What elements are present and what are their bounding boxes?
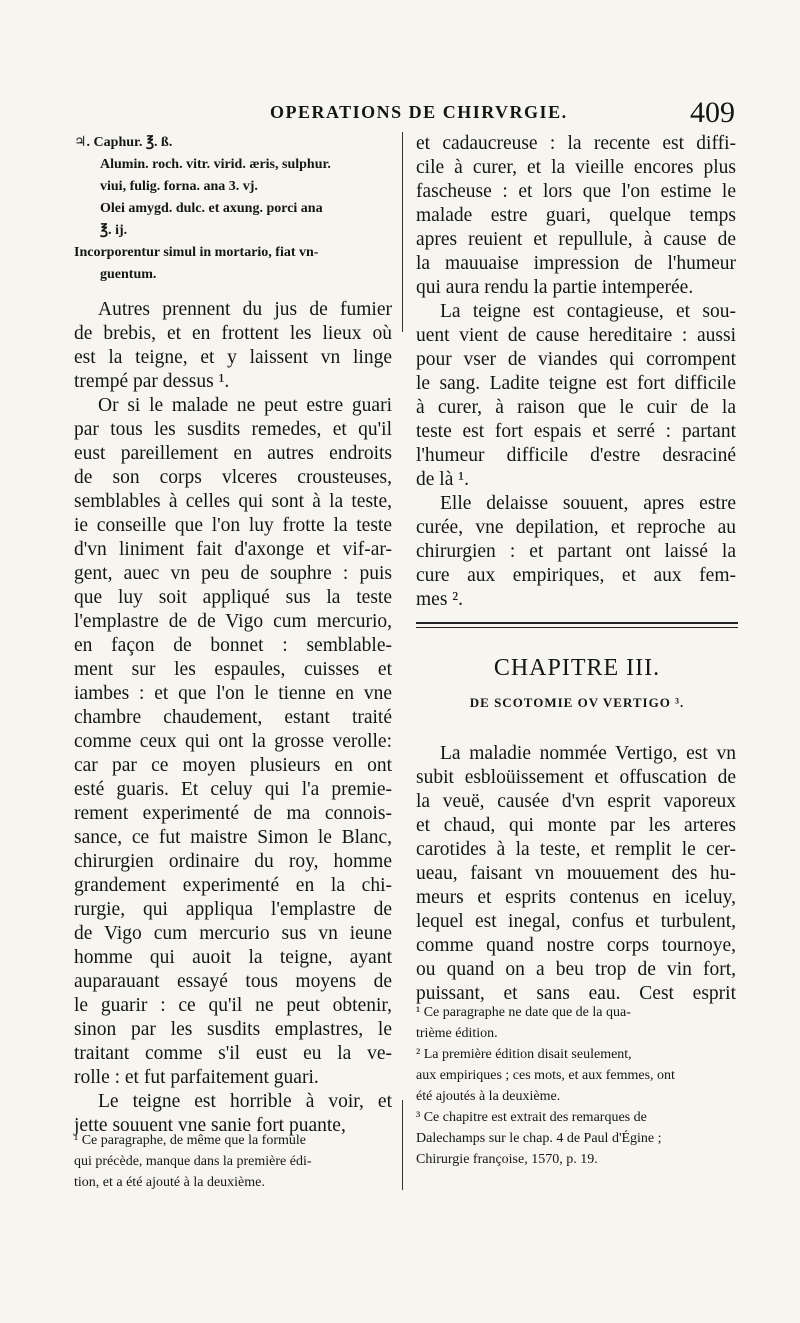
page-header (0, 96, 800, 136)
recipe-block (74, 132, 392, 286)
footnote-line: ¹ Ce paragraphe, de même que la formule (74, 1133, 306, 1148)
column-divider-footnotes (402, 1100, 403, 1190)
recipe-line: ℥. ij. (100, 223, 128, 238)
text-line: de son corps vlceres crousteuses, (74, 467, 392, 488)
footnote-line: ¹ Ce paragraphe ne date que de la qua- (416, 1005, 631, 1020)
text-line: que luy soit appliqué sus la teste (74, 587, 392, 608)
text-line: le guarir : ce qu'il ne peut obtenir, (74, 995, 392, 1016)
text-line: jette souuent vne sanie fort puante, (74, 1115, 346, 1136)
text-line: mes ². (416, 589, 464, 610)
text-line: est la teigne, et y laissent vn linge (74, 347, 392, 368)
footnote-line: Dalechamps sur le chap. 4 de Paul d'Égine ; (416, 1131, 662, 1146)
text-line: grandement experimenté en la chi- (74, 875, 392, 896)
text-line: rurgie, qui appliqua l'emplastre de (74, 899, 392, 920)
text-line: eust pareillement en autres endroits (74, 443, 392, 464)
recipe-line: guentum. (100, 267, 157, 282)
chapter-rule-top (416, 622, 738, 624)
text-line: l'humeur difficile d'estre desraciné (416, 445, 736, 466)
footnote-line: ² La première édition disait seulement, (416, 1047, 632, 1062)
left-column (74, 132, 392, 1138)
recipe-line: Alumin. roch. vitr. virid. æris, sulphur. (100, 157, 331, 172)
footnote-line: trième édition. (416, 1026, 498, 1041)
text-line: fascheuse : et lors que l'on estime le (416, 181, 736, 202)
text-line: comme ceux qui ont la grosse verolle: (74, 731, 392, 752)
text-line: sinon par les susdits emplastres, le (74, 1019, 392, 1040)
chapter-title: CHAPITRE III. (493, 655, 661, 681)
text-line: carotides à la teste, et remplit le cer- (416, 839, 736, 860)
text-line: Elle delaisse souuent, apres estre (440, 493, 736, 514)
text-line: Autres prennent du jus de fumier (98, 299, 392, 320)
text-line: l'emplastre de de Vigo cum mercurio, (74, 611, 392, 632)
footnote-line: Chirurgie françoise, 1570, p. 19. (416, 1152, 598, 1167)
chapter-body-text (416, 742, 736, 1006)
text-line: subit esbloüissement et offuscation de (416, 767, 736, 788)
text-line: qui aura rendu la partie intemperée. (416, 277, 694, 298)
right-footnotes (416, 1002, 736, 1170)
text-line: uent vient de cause hereditaire : aussi (416, 325, 736, 346)
text-line: lequel est inegal, confus et turbulent, (416, 911, 736, 932)
page-number: 409 (690, 96, 735, 129)
running-head: OPERATIONS DE CHIRVRGIE. (270, 102, 568, 122)
text-line: ie conseille que l'on luy frotte la teste (74, 515, 392, 536)
text-line: meurs et esprits contenus en iceluy, (416, 887, 736, 908)
chapter-subtitle: DE SCOTOMIE OV VERTIGO ³. (469, 695, 685, 710)
text-line: cure aux empiriques, et aux fem- (416, 565, 736, 586)
recipe-line: ♃. Caphur. ℥. ß. (74, 135, 173, 150)
chapter-rule-top-thin (416, 627, 738, 628)
text-line: ou quand on a beu trop de vin fort, (416, 959, 736, 980)
text-line: traitant comme s'il eust eu la ve- (74, 1043, 392, 1064)
text-line: malade estre guari, quelque temps (416, 205, 736, 226)
text-line: La maladie nommée Vertigo, est vn (440, 743, 736, 764)
left-footnotes (74, 1130, 392, 1193)
text-line: chirurgien ordinaire du roy, homme (74, 851, 392, 872)
text-line: esté guaris. Et celuy qui l'a premie- (74, 779, 392, 800)
footnote-line: aux empiriques ; ces mots, et aux femmes, ont (416, 1068, 675, 1083)
text-line: cile à curer, et la vieille encores plus (416, 157, 736, 178)
text-line: La teigne est contagieuse, et sou- (440, 301, 736, 322)
text-line: la mauuaise impression de l'humeur (416, 253, 736, 274)
right-column (416, 132, 736, 612)
text-line: car par ce moyen plusieurs en ont (74, 755, 392, 776)
text-line: teste est fort espais et serré : partant (416, 421, 736, 442)
text-line: comme quand nostre corps tournoye, (416, 935, 736, 956)
text-line: et cadaucreuse : la recente est diffi- (416, 133, 736, 154)
text-line: pour vser de viandes qui corrompent (416, 349, 736, 370)
text-line: et chaud, qui monte par les arteres (416, 815, 736, 836)
text-line: sance, ce fut maistre Simon le Blanc, (74, 827, 392, 848)
text-line: Le teigne est horrible à voir, et (98, 1091, 392, 1112)
text-line: curée, vne depilation, et reproche au (416, 517, 736, 538)
text-line: de là ¹. (416, 469, 469, 490)
recipe-line: viui, fulig. forna. ana 3. vj. (100, 179, 258, 194)
text-line: gent, auec vn peu de souphre : puis (74, 563, 392, 584)
recipe-line: Olei amygd. dulc. et axung. porci ana (100, 201, 323, 216)
column-divider (402, 132, 403, 332)
text-line: de brebis, et en frottent les lieux où (74, 323, 392, 344)
text-line: puissant, et sans eau. Cest esprit (416, 983, 736, 1004)
right-body-text (416, 132, 736, 612)
text-line: rement experimenté de ma connois- (74, 803, 392, 824)
text-line: ueau, faisant vn mouuement des hu- (416, 863, 736, 884)
recipe-line: Incorporentur simul in mortario, fiat vn- (74, 245, 319, 260)
text-line: apres reuient et repullule, à cause de (416, 229, 736, 250)
text-line: le sang. Ladite teigne est fort difficile (416, 373, 736, 394)
footnote-line: été ajoutés à la deuxième. (416, 1089, 561, 1104)
text-line: à curer, à raison que le cuir de la (416, 397, 736, 418)
text-line: homme qui auoit la teigne, ayant (74, 947, 392, 968)
text-line: trempé par dessus ¹. (74, 371, 230, 392)
text-line: ment sur les espaules, cuisses et (74, 659, 392, 680)
footnote-line: qui précède, manque dans la première édi- (74, 1154, 312, 1169)
text-line: par tous les susdits remedes, et qu'il (74, 419, 392, 440)
text-line: iambes : et que l'on le tienne en vne (74, 683, 392, 704)
text-line: la veuë, causée d'vn esprit vaporeux (416, 791, 736, 812)
footnote-line: tion, et a été ajouté à la deuxième. (74, 1175, 265, 1190)
text-line: chirurgien : et partant ont laissé la (416, 541, 736, 562)
chapter-body (416, 742, 736, 1006)
text-line: d'vn liniment fait d'axonge et vif-ar- (74, 539, 392, 560)
left-body-text (74, 298, 392, 1138)
footnote-line: ³ Ce chapitre est extrait des remarques de (416, 1110, 647, 1125)
text-line: de Vigo cum mercurio sus vn ieune (74, 923, 392, 944)
text-line: en façon de bonnet : semblable- (74, 635, 392, 656)
text-line: Or si le malade ne peut estre guari (98, 395, 392, 416)
text-line: auparauant essayé tous moyens de (74, 971, 392, 992)
text-line: rolle : et fut parfaitement guari. (74, 1067, 319, 1088)
text-line: chambre chaudement, estant traité (74, 707, 392, 728)
text-line: semblables à celles qui sont à la teste, (74, 491, 392, 512)
